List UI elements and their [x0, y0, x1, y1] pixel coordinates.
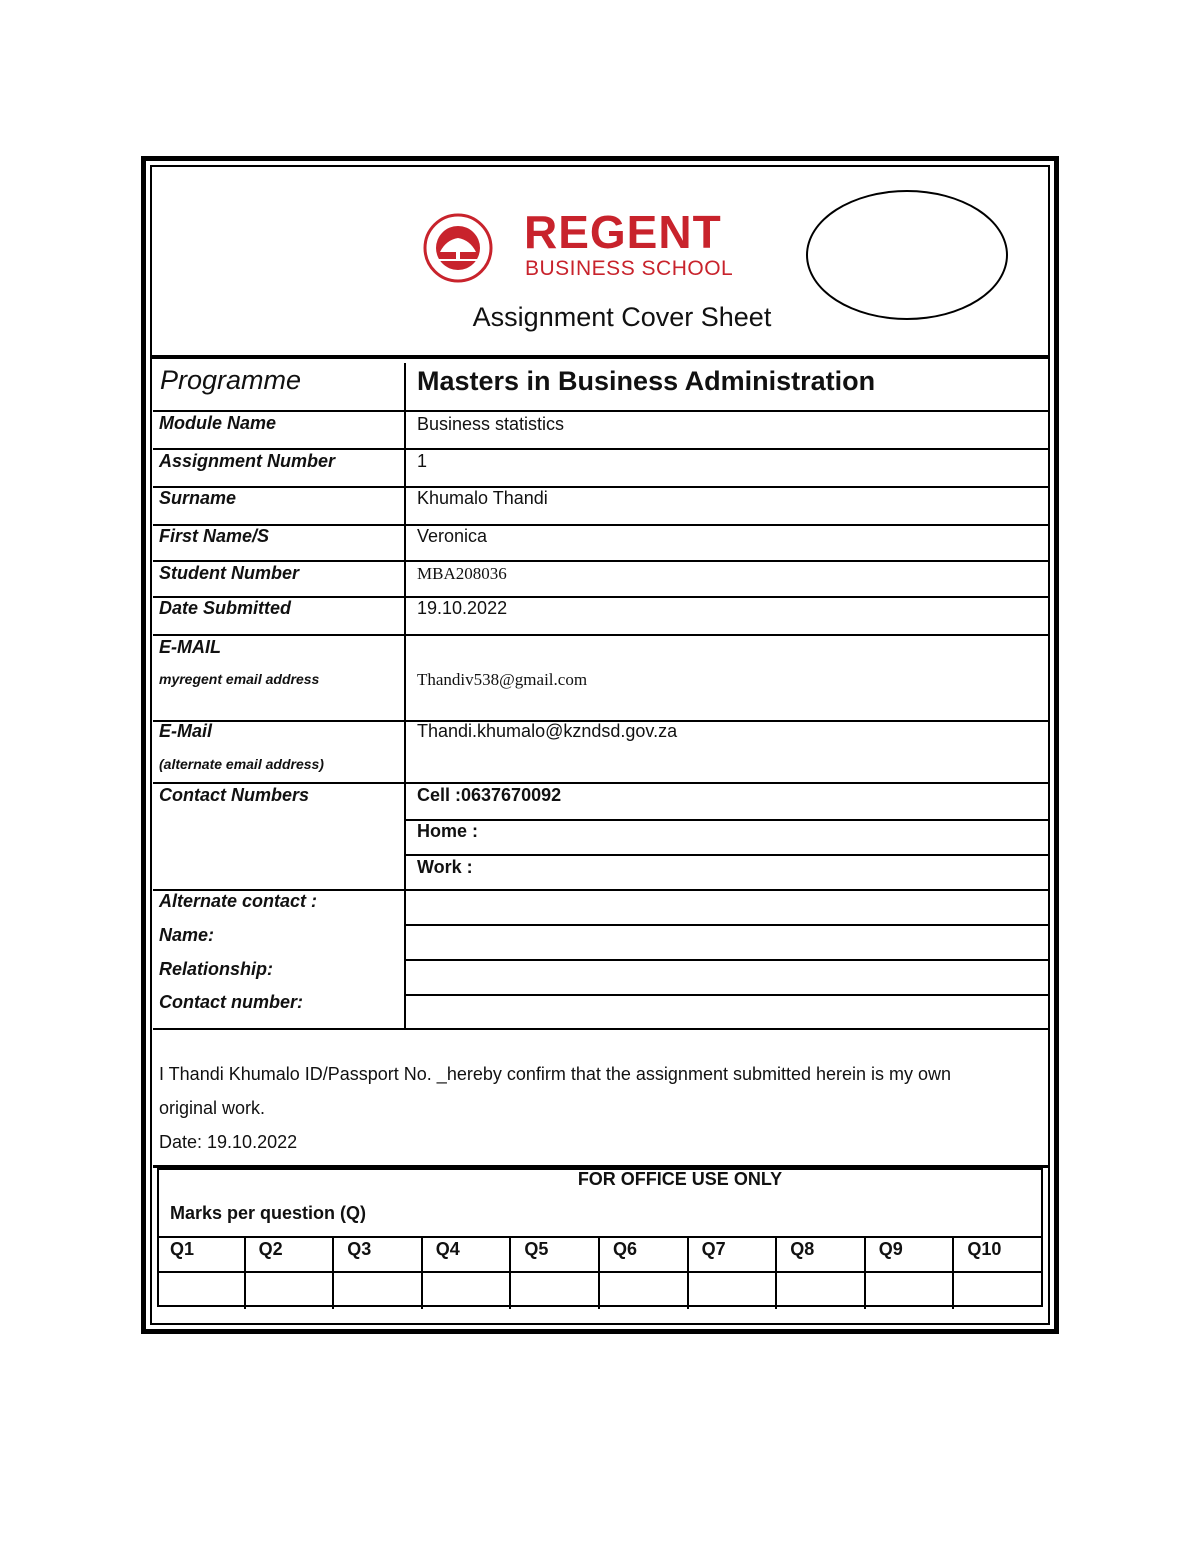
row-divider — [153, 410, 1049, 412]
question-header: Q7 — [689, 1238, 778, 1273]
alternate-contact-label: Alternate contact : — [159, 891, 318, 911]
marks-grid — [157, 1236, 1043, 1307]
contact-numbers-label: Contact Numbers — [159, 785, 310, 805]
row-divider — [153, 1028, 1049, 1030]
row-divider — [405, 924, 1049, 926]
question-header: Q8 — [777, 1238, 866, 1273]
question-header: Q2 — [246, 1238, 335, 1273]
alternate-name-label: Name: — [159, 925, 215, 945]
assignment-number-value: 1 — [417, 451, 428, 471]
row-divider — [405, 994, 1049, 996]
student-number-label: Student Number — [159, 563, 300, 583]
mark-cell — [600, 1273, 689, 1309]
student-number-value: MBA208036 — [417, 564, 507, 583]
email-value: Thandiv538@gmail.com — [417, 670, 588, 689]
mark-cell — [334, 1273, 423, 1309]
logo-subtitle: BUSINESS SCHOOL — [525, 257, 734, 280]
row-divider — [405, 959, 1049, 961]
declaration-line-2: original work. — [159, 1098, 266, 1118]
programme-label: Programme — [160, 365, 302, 395]
email-sublabel: myregent email address — [159, 671, 320, 687]
mark-cell — [511, 1273, 600, 1309]
declaration-line-1: I Thandi Khumalo ID/Passport No. _hereby confirm that the assignment submitted herein is my own — [159, 1064, 952, 1084]
mark-cell — [954, 1273, 1043, 1309]
mark-cell — [689, 1273, 778, 1309]
question-header: Q5 — [511, 1238, 600, 1273]
assignment-number-label: Assignment Number — [159, 451, 336, 471]
mark-cell — [777, 1273, 866, 1309]
first-name-value: Veronica — [417, 526, 488, 546]
logo-title: REGENT — [524, 206, 722, 258]
programme-value: Masters in Business Administration — [417, 366, 876, 396]
mark-cell — [866, 1273, 955, 1309]
question-header: Q4 — [423, 1238, 512, 1273]
regent-emblem-icon — [422, 212, 517, 284]
alt-email-value: Thandi.khumalo@kzndsd.gov.za — [417, 721, 678, 741]
module-name-label: Module Name — [159, 413, 277, 433]
cell-number-value: Cell :0637670092 — [417, 785, 562, 805]
question-header: Q3 — [334, 1238, 423, 1273]
row-divider — [405, 819, 1049, 821]
alt-email-label: E-Mail — [159, 721, 213, 741]
mark-cell — [423, 1273, 512, 1309]
alternate-relationship-label: Relationship: — [159, 959, 274, 979]
surname-value: Khumalo Thandi — [417, 488, 548, 508]
question-header: Q1 — [157, 1238, 246, 1273]
row-divider — [153, 634, 1049, 636]
question-header: Q9 — [866, 1238, 955, 1273]
mark-cell — [157, 1273, 246, 1309]
question-header: Q10 — [954, 1238, 1043, 1273]
surname-label: Surname — [159, 488, 237, 508]
column-divider — [404, 363, 406, 1030]
declaration-date: Date: 19.10.2022 — [159, 1132, 298, 1152]
row-divider — [153, 486, 1049, 488]
office-use-title: FOR OFFICE USE ONLY — [577, 1169, 783, 1189]
alt-email-sublabel: (alternate email address) — [159, 756, 324, 772]
question-header: Q6 — [600, 1238, 689, 1273]
regent-logo — [422, 206, 782, 284]
module-name-value: Business statistics — [417, 414, 565, 434]
work-number-label: Work : — [417, 857, 473, 877]
first-name-label: First Name/S — [159, 526, 270, 546]
date-submitted-label: Date Submitted — [159, 598, 292, 618]
row-divider — [405, 854, 1049, 856]
marks-per-question-label: Marks per question (Q) — [170, 1203, 367, 1223]
mark-cell — [246, 1273, 335, 1309]
date-submitted-value: 19.10.2022 — [417, 598, 508, 618]
page-title: Assignment Cover Sheet — [472, 302, 772, 332]
email-label: E-MAIL — [159, 637, 221, 657]
home-number-label: Home : — [417, 821, 479, 841]
alternate-contact-number-label: Contact number: — [159, 992, 303, 1012]
row-divider — [153, 524, 1049, 526]
